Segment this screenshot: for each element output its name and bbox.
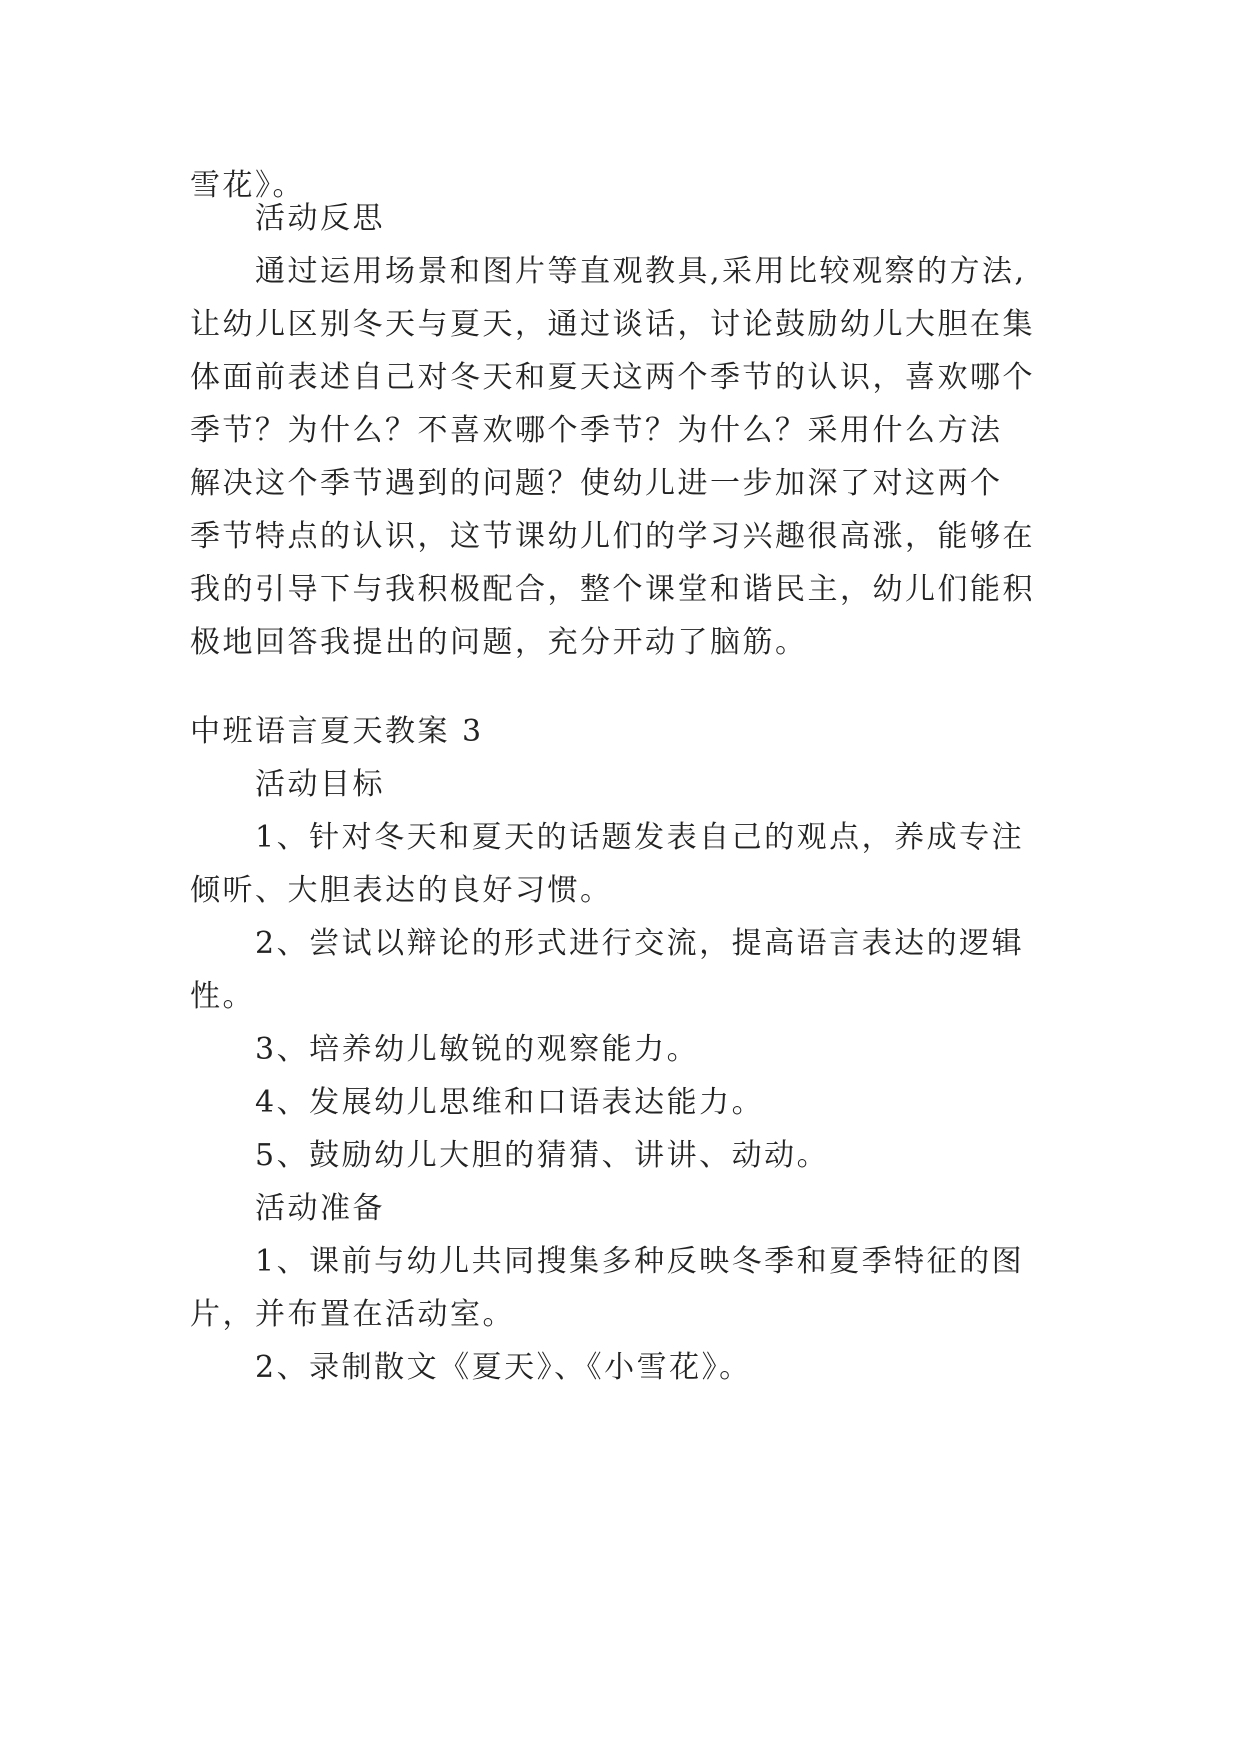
- list-item: 2、录制散文《夏天》、《小雪花》。: [255, 1350, 752, 1385]
- list-item: 4、发展幼儿思维和口语表达能力。: [255, 1085, 765, 1120]
- text-line: 季节？为什么？不喜欢哪个季节？为什么？采用什么方法: [190, 413, 1003, 448]
- list-item: 1、针对冬天和夏天的话题发表自己的观点，养成专注: [255, 820, 1025, 855]
- text-line: 片，并布置在活动室。: [190, 1297, 515, 1332]
- text-line: 让幼儿区别冬天与夏天，通过谈话，讨论鼓励幼儿大胆在集: [190, 307, 1035, 342]
- section-heading: 活动准备: [255, 1191, 385, 1226]
- text-line: 性。: [190, 979, 255, 1014]
- list-item: 1、课前与幼儿共同搜集多种反映冬季和夏季特征的图: [255, 1244, 1025, 1279]
- list-item: 5、鼓励幼儿大胆的猜猜、讲讲、动动。: [255, 1138, 830, 1173]
- text-line: 体面前表述自己对冬天和夏天这两个季节的认识，喜欢哪个: [190, 360, 1035, 395]
- text-line: 解决这个季节遇到的问题？使幼儿进一步加深了对这两个: [190, 466, 1003, 501]
- list-item: 3、培养幼儿敏锐的观察能力。: [255, 1032, 700, 1067]
- text-line: 我的引导下与我积极配合，整个课堂和谐民主，幼儿们能积: [190, 572, 1035, 607]
- text-line: 雪花》。: [190, 168, 305, 203]
- text-line: 极地回答我提出的问题，充分开动了脑筋。: [190, 625, 808, 660]
- list-item: 2、尝试以辩论的形式进行交流，提高语言表达的逻辑: [255, 926, 1025, 961]
- text-line: 季节特点的认识，这节课幼儿们的学习兴趣很高涨，能够在: [190, 519, 1035, 554]
- text-line: 通过运用场景和图片等直观教具,采用比较观察的方法,: [255, 254, 1027, 289]
- document-title: 中班语言夏天教案 3: [190, 714, 484, 749]
- section-heading: 活动反思: [255, 201, 385, 236]
- section-heading: 活动目标: [255, 767, 385, 802]
- text-line: 倾听、大胆表达的良好习惯。: [190, 873, 613, 908]
